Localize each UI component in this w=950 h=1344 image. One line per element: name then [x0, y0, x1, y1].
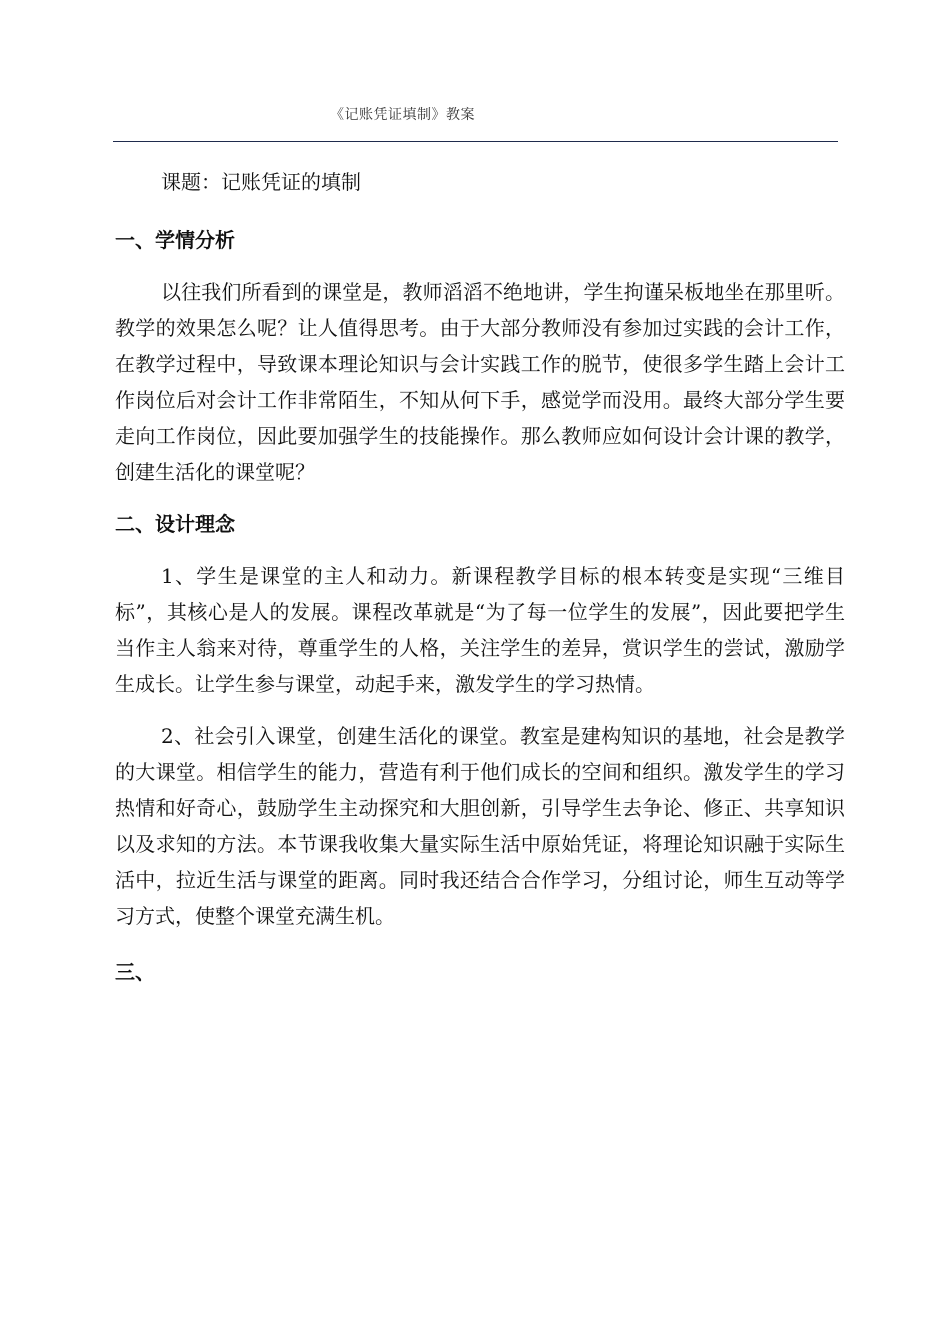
section-2-paragraph-2: 2、社会引入课堂，创建生活化的课堂。教室是建构知识的基地，社会是教学的大课堂。相信学生的能力，营造有利于他们成长的空间和组织。激发学生的学习热情和好奇心，鼓励学生主动探究和大胆创新，引导学生去争论、修正、共享知识以及求知的方法。本节课我收集大量实际生活中原始凭证，将理论知识融于实际生活中，拉近生活与课堂的距离。同时我还结合合作学习，分组讨论，师生互动等学习方式，使整个课堂充满生机。	[115, 724, 845, 928]
section-heading-2: 二、设计理念	[115, 512, 235, 536]
header-divider	[113, 141, 838, 142]
section-heading-3: 三、	[115, 960, 155, 984]
section-1-paragraph-1: 以往我们所看到的课堂是，教师滔滔不绝地讲，学生拘谨呆板地坐在那里听。教学的效果怎么呢？让人值得思考。由于大部分教师没有参加过实践的会计工作，在教学过程中，导致课本理论知识与会计实践工作的脱节，使很多学生踏上会计工作岗位后对会计工作非常陌生，不知从何下手，感觉学而没用。最终大部分学生要走向工作岗位，因此要加强学生的技能操作。那么教师应如何设计会计课的教学，创建生活化的课堂呢？	[115, 280, 845, 484]
section-2-paragraph-1: 1、学生是课堂的主人和动力。新课程教学目标的根本转变是实现“三维目标”，其核心是人的发展。课程改革就是“为了每一位学生的发展”，因此要把学生当作主人翁来对待，尊重学生的人格，关注学生的差异，赏识学生的尝试，激励学生成长。让学生参与课堂，动起手来，激发学生的学习热情。	[115, 564, 845, 696]
section-heading-1: 一、学情分析	[115, 228, 235, 252]
document-body	[115, 160, 845, 992]
course-title: 课题：记账凭证的填制	[161, 170, 361, 194]
running-header: 《记账凭证填制》教案	[330, 107, 475, 123]
